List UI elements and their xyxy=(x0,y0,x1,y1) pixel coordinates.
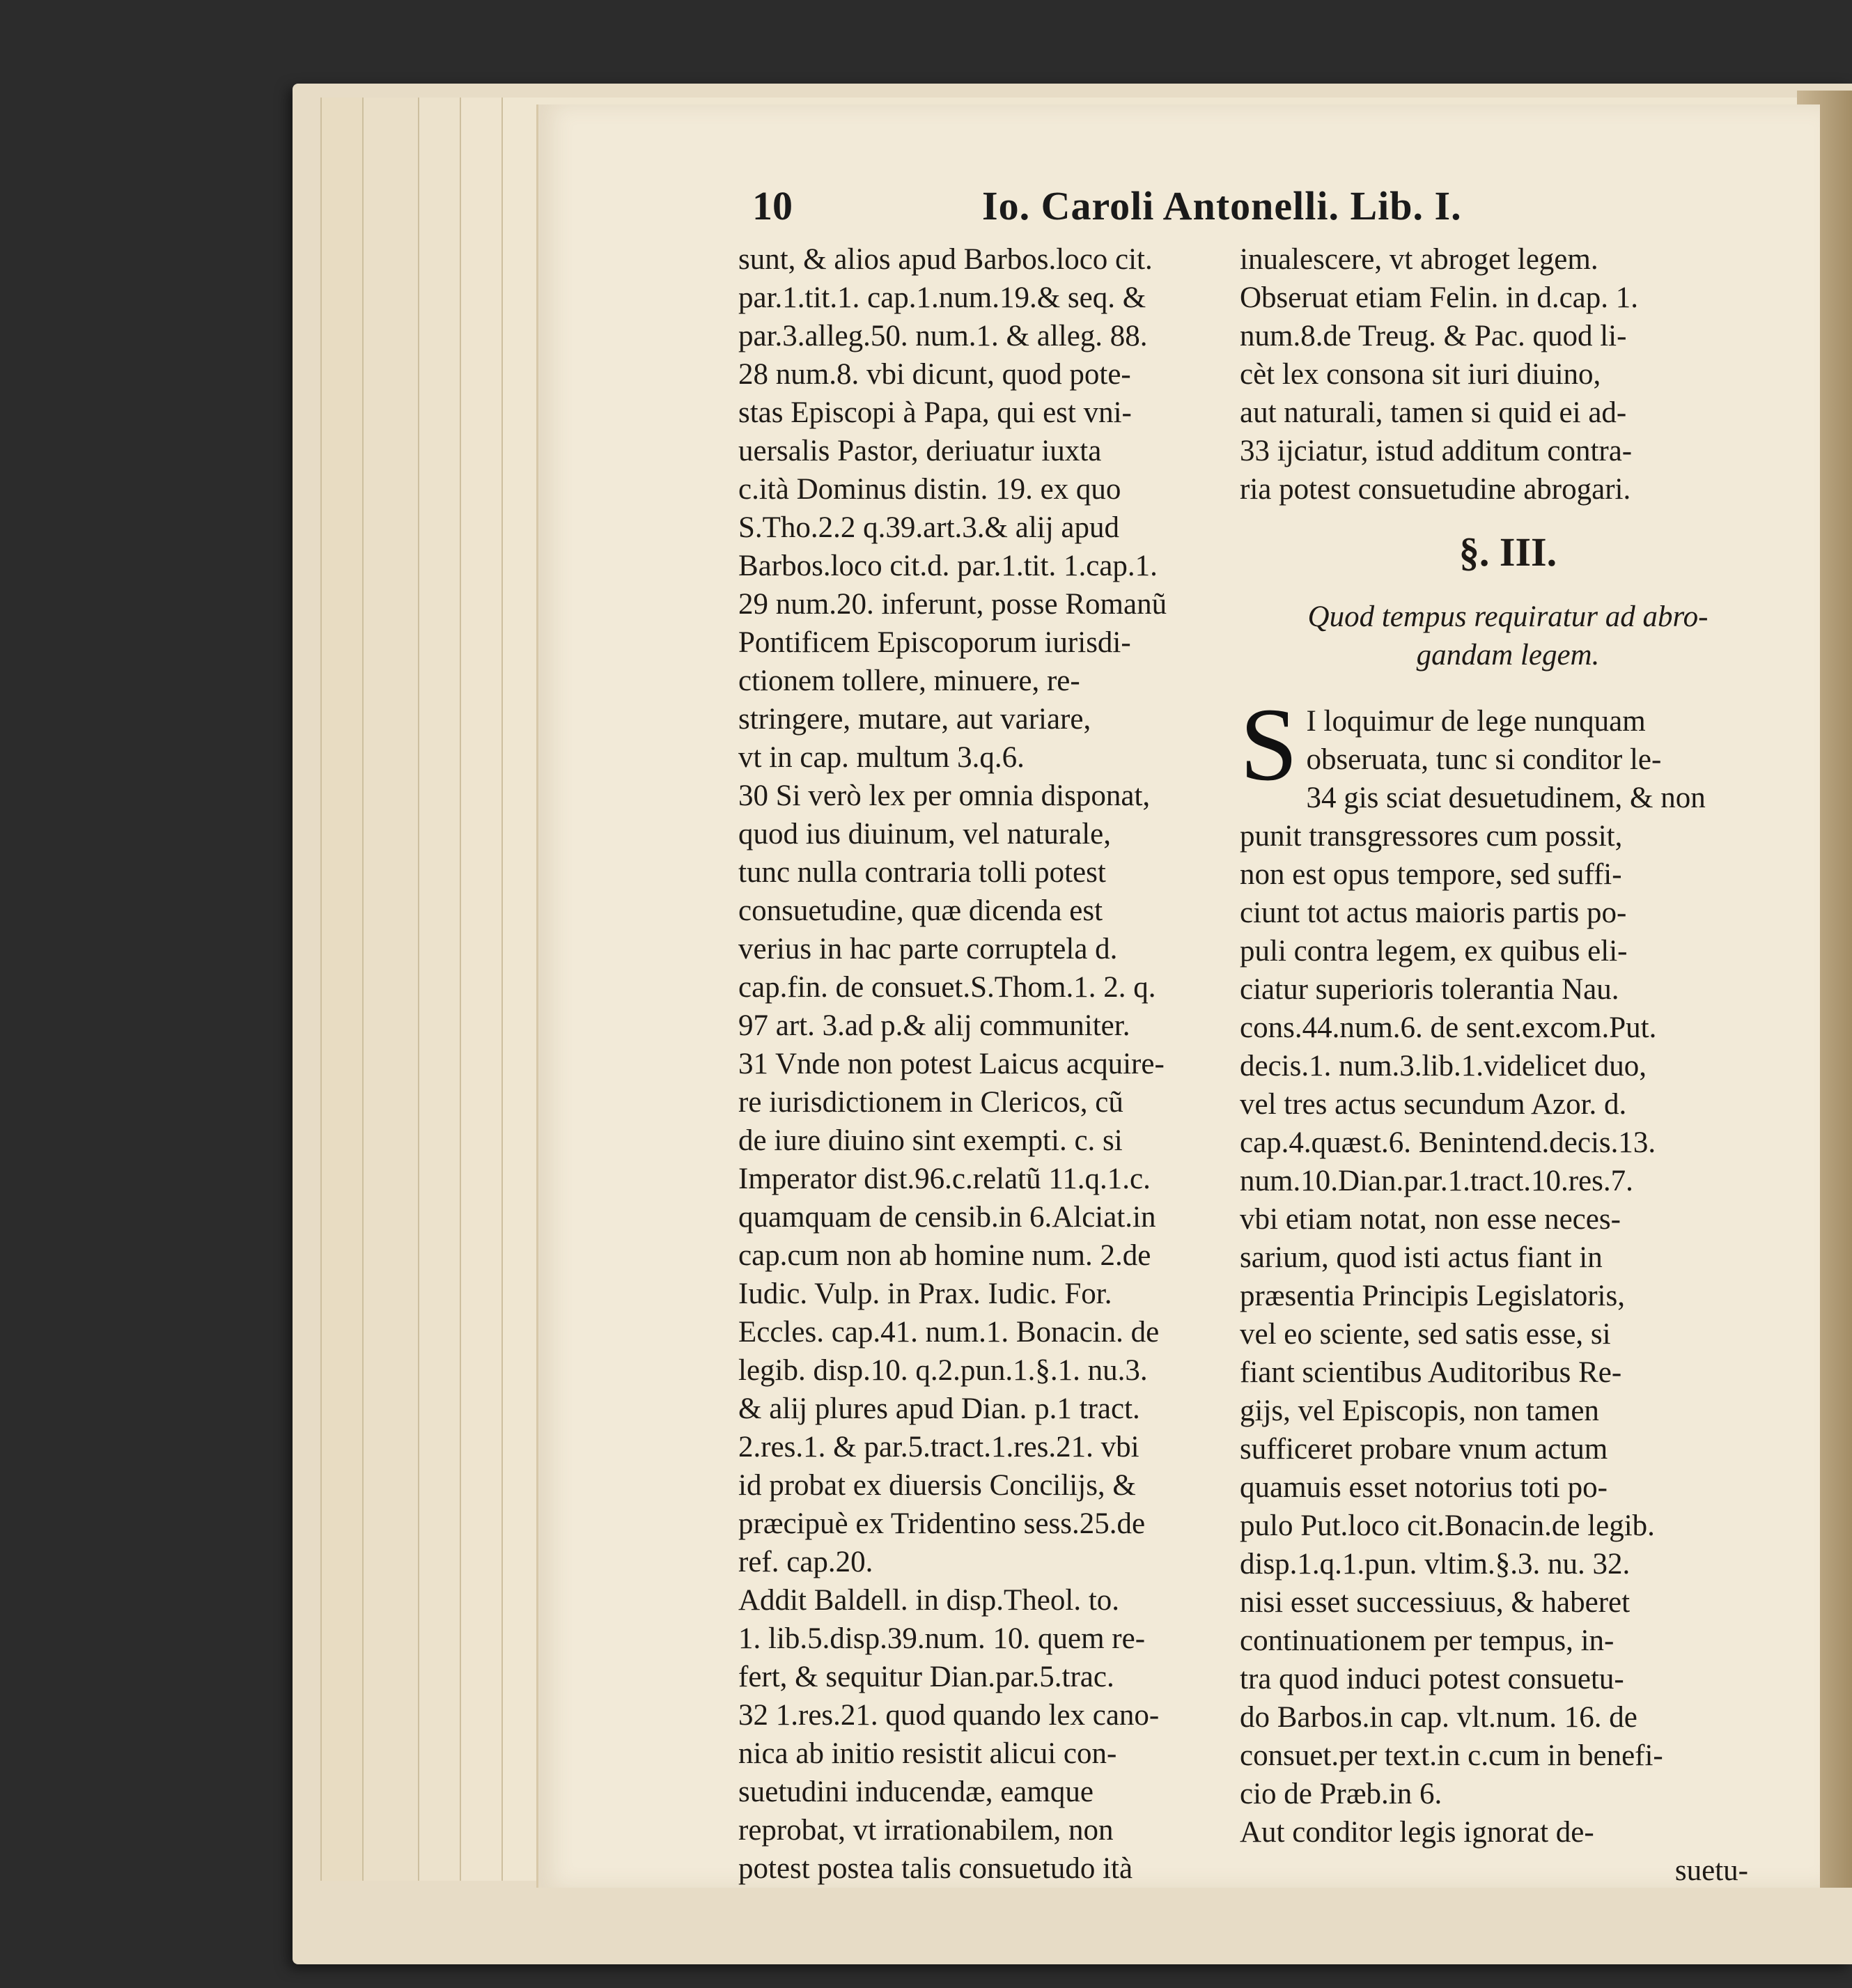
text-line: 2.res.1. & par.5.tract.1.res.21. vbi xyxy=(738,1431,1139,1463)
text-line: Barbos.loco cit.d. par.1.tit. 1.cap.1. xyxy=(738,550,1158,582)
section-title-line: gandam legem. xyxy=(1416,639,1600,671)
text-line: non est opus tempore, sed suffi- xyxy=(1240,858,1622,891)
text-line: sarium, quod isti actus fiant in xyxy=(1240,1241,1603,1274)
text-line: pulo Put.loco cit.Bonacin.de legib. xyxy=(1240,1509,1655,1542)
text-line: sunt, & alios apud Barbos.loco cit. xyxy=(738,243,1153,276)
text-line: obseruata, tunc si conditor le- xyxy=(1306,743,1662,776)
text-line: fert, & sequitur Dian.par.5.trac. xyxy=(738,1661,1114,1693)
text-line: nisi esset successiuus, & haberet xyxy=(1240,1586,1631,1619)
text-line: ciunt tot actus maioris partis po- xyxy=(1240,896,1627,929)
left-text-column xyxy=(738,240,1295,1888)
text-line: cèt lex consona sit iuri diuino, xyxy=(1240,358,1601,391)
text-line: Imperator dist.96.c.relatũ 11.q.1.c. xyxy=(738,1163,1151,1195)
text-line: stas Episcopi à Papa, qui est vni- xyxy=(738,396,1132,429)
text-line: Eccles. cap.41. num.1. Bonacin. de xyxy=(738,1316,1160,1349)
text-line: vt in cap. multum 3.q.6. xyxy=(738,741,1025,774)
text-line: c.ità Dominus distin. 19. ex quo xyxy=(738,473,1121,506)
text-line: gijs, vel Episcopis, non tamen xyxy=(1240,1395,1599,1427)
text-line: num.8.de Treug. & Pac. quod li- xyxy=(1240,320,1627,352)
text-line: 32 1.res.21. quod quando lex cano- xyxy=(738,1699,1160,1732)
text-line: vel tres actus secundum Azor. d. xyxy=(1240,1088,1627,1121)
section-body-lines xyxy=(1240,687,1776,1851)
text-line: vel eo sciente, sed satis esse, si xyxy=(1240,1318,1611,1351)
section-body xyxy=(1240,687,1776,1851)
text-line: verius in hac parte corruptela d. xyxy=(738,933,1118,965)
catchword: suetu- xyxy=(1674,1854,1748,1887)
text-line: 34 gis sciat desuetudinem, & non xyxy=(1306,782,1706,814)
text-line: quamuis esset notorius toti po- xyxy=(1240,1471,1608,1504)
text-line: id probat ex diuersis Concilijs, & xyxy=(738,1469,1136,1502)
text-line: decis.1. num.3.lib.1.videlicet duo, xyxy=(1240,1050,1647,1082)
text-line: re iurisdictionem in Clericos, cũ xyxy=(738,1086,1123,1119)
text-line: suetudini inducendæ, eamque xyxy=(738,1776,1094,1808)
text-line: Aut conditor legis ignorat de- xyxy=(1240,1816,1594,1849)
text-line: I loquimur de lege nunquam xyxy=(1306,705,1646,738)
text-line: cio de Præb.in 6. xyxy=(1240,1778,1442,1810)
right-text-column xyxy=(1240,240,1776,1890)
text-line: ref. cap.20. xyxy=(738,1546,873,1578)
text-line: consuetudine, quæ dicenda est xyxy=(738,894,1103,927)
page-header xyxy=(752,183,1797,238)
text-line: præsentia Principis Legislatoris, xyxy=(1240,1280,1625,1312)
text-line: Obseruat etiam Felin. in d.cap. 1. xyxy=(1240,281,1638,314)
text-line: & alij plures apud Dian. p.1 tract. xyxy=(738,1392,1140,1425)
text-line: potest postea talis consuetudo ità xyxy=(738,1852,1133,1885)
text-line: præcipuè ex Tridentino sess.25.de xyxy=(738,1507,1146,1540)
text-line: Addit Baldell. in disp.Theol. to. xyxy=(738,1584,1120,1617)
text-line: cons.44.num.6. de sent.excom.Put. xyxy=(1240,1011,1657,1044)
text-line: stringere, mutare, aut variare, xyxy=(738,703,1091,736)
text-line: Iudic. Vulp. in Prax. Iudic. For. xyxy=(738,1278,1112,1310)
text-line: ria potest consuetudine abrogari. xyxy=(1240,473,1631,506)
section-title-line: Quod tempus requiratur ad abro- xyxy=(1307,600,1709,633)
running-title: Io. Caroli Antonelli. Lib. I. xyxy=(982,183,1462,228)
text-line: quod ius diuinum, vel naturale, xyxy=(738,818,1112,851)
drop-cap: S xyxy=(1240,687,1298,802)
text-line: cap.cum non ab homine num. 2.de xyxy=(738,1239,1151,1272)
text-line: tunc nulla contraria tolli potest xyxy=(738,856,1106,889)
text-line: 33 ijciatur, istud additum contra- xyxy=(1240,435,1633,467)
right-top-paragraph xyxy=(1240,240,1776,508)
text-line: do Barbos.in cap. vlt.num. 16. de xyxy=(1240,1701,1637,1734)
text-line: nica ab initio resistit alicui con- xyxy=(738,1737,1117,1770)
text-line: reprobat, vt irrationabilem, non xyxy=(738,1814,1114,1847)
text-line: par.3.alleg.50. num.1. & alleg. 88. xyxy=(738,320,1148,352)
text-line: S.Tho.2.2 q.39.art.3.& alij apud xyxy=(738,511,1119,544)
text-line: tra quod induci potest consuetu- xyxy=(1240,1663,1624,1695)
text-line: aut naturali, tamen si quid ei ad- xyxy=(1240,396,1627,429)
text-line: Pontificem Episcoporum iurisdi- xyxy=(738,626,1131,659)
text-line: punit transgressores cum possit, xyxy=(1240,820,1623,853)
text-line: fiant scientibus Auditoribus Re- xyxy=(1240,1356,1622,1389)
text-line: cap.fin. de consuet.S.Thom.1. 2. q. xyxy=(738,971,1156,1004)
text-line: cap.4.quæst.6. Benintend.decis.13. xyxy=(1240,1126,1656,1159)
text-line: sufficeret probare vnum actum xyxy=(1240,1433,1608,1466)
text-line: puli contra legem, ex quibus eli- xyxy=(1240,935,1628,968)
text-line: 31 Vnde non potest Laicus acquire- xyxy=(738,1048,1165,1080)
text-line: consuet.per text.in c.cum in benefi- xyxy=(1240,1739,1663,1772)
section-heading: §. III. xyxy=(1458,529,1557,575)
text-line: ciatur superioris tolerantia Nau. xyxy=(1240,973,1619,1006)
text-line: 97 art. 3.ad p.& alij communiter. xyxy=(738,1009,1130,1042)
text-line: par.1.tit.1. cap.1.num.19.& seq. & xyxy=(738,281,1146,314)
text-line: num.10.Dian.par.1.tract.10.res.7. xyxy=(1240,1165,1633,1197)
text-line: 30 Si verò lex per omnia disponat, xyxy=(738,779,1151,812)
text-line: 29 num.20. inferunt, posse Romanũ xyxy=(738,588,1167,621)
text-line: quamquam de censib.in 6.Alciat.in xyxy=(738,1201,1156,1234)
text-line: de iure diuino sint exempti. c. si xyxy=(738,1124,1123,1157)
text-line: inualescere, vt abroget legem. xyxy=(1240,243,1598,276)
text-line: vbi etiam notat, non esse neces- xyxy=(1240,1203,1621,1236)
text-line: ctionem tollere, minuere, re- xyxy=(738,665,1080,697)
folio-number: 10 xyxy=(752,183,793,228)
text-line: 1. lib.5.disp.39.num. 10. quem re- xyxy=(738,1622,1146,1655)
text-line: uersalis Pastor, deriuatur iuxta xyxy=(738,435,1102,467)
text-line: legib. disp.10. q.2.pun.1.§.1. nu.3. xyxy=(738,1354,1148,1387)
text-line: continuationem per tempus, in- xyxy=(1240,1624,1614,1657)
text-line: disp.1.q.1.pun. vltim.§.3. nu. 32. xyxy=(1240,1548,1631,1581)
text-line: 28 num.8. vbi dicunt, quod pote- xyxy=(738,358,1131,391)
